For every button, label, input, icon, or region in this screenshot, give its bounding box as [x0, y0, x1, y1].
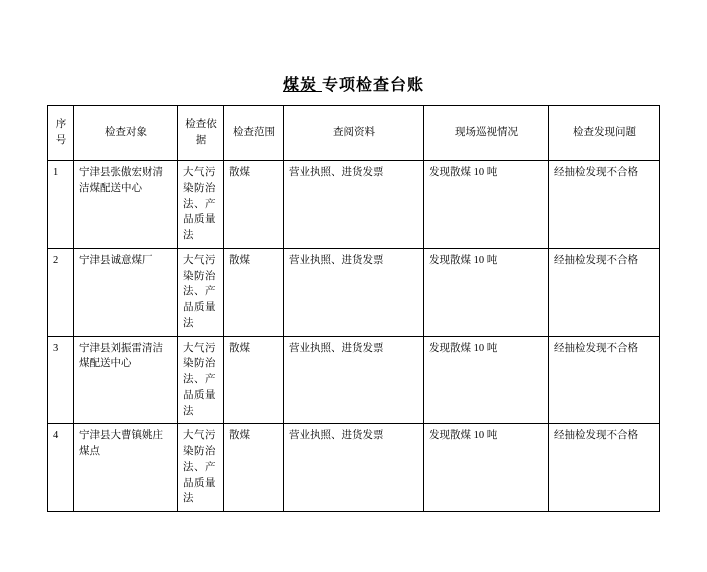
title-subject: 煤炭 [282, 77, 317, 94]
cell-object: 宁津县刘振雷清洁煤配送中心 [74, 336, 178, 424]
cell-basis: 大气污染防治法、产品质量法 [178, 424, 224, 512]
cell-object: 宁津县大曹镇姚庄煤点 [74, 424, 178, 512]
cell-scope: 散煤 [224, 424, 284, 512]
column-header-seq: 序号 [48, 106, 74, 161]
cell-issues: 经抽检发现不合格 [549, 424, 660, 512]
column-header-documents: 查阅资料 [284, 106, 424, 161]
table-header-row [48, 106, 660, 161]
cell-seq: 2 [48, 248, 74, 336]
cell-seq: 4 [48, 424, 74, 512]
table-row [48, 248, 660, 336]
cell-seq: 3 [48, 336, 74, 424]
table-header [48, 106, 660, 161]
cell-issues: 经抽检发现不合格 [549, 248, 660, 336]
cell-site-inspection: 发现散煤 10 吨 [424, 336, 549, 424]
cell-scope: 散煤 [224, 248, 284, 336]
table-row [48, 161, 660, 249]
page-title [0, 72, 707, 95]
cell-object: 宁津县诚意煤厂 [74, 248, 178, 336]
cell-documents: 营业执照、进货发票 [284, 424, 424, 512]
cell-issues: 经抽检发现不合格 [549, 161, 660, 249]
inspection-ledger-table [47, 105, 660, 512]
table-row [48, 336, 660, 424]
column-header-basis: 检查依据 [178, 106, 224, 161]
cell-basis: 大气污染防治法、产品质量法 [178, 336, 224, 424]
table-body [48, 161, 660, 512]
column-header-site-inspection: 现场巡视情况 [424, 106, 549, 161]
document-page [0, 72, 707, 572]
cell-documents: 营业执照、进货发票 [284, 161, 424, 249]
cell-documents: 营业执照、进货发票 [284, 248, 424, 336]
cell-scope: 散煤 [224, 336, 284, 424]
table-row [48, 424, 660, 512]
column-header-object: 检查对象 [74, 106, 178, 161]
cell-site-inspection: 发现散煤 10 吨 [424, 161, 549, 249]
cell-seq: 1 [48, 161, 74, 249]
cell-basis: 大气污染防治法、产品质量法 [178, 161, 224, 249]
cell-documents: 营业执照、进货发票 [284, 336, 424, 424]
cell-object: 宁津县张傲宏财清洁煤配送中心 [74, 161, 178, 249]
column-header-issues: 检查发现问题 [549, 106, 660, 161]
cell-basis: 大气污染防治法、产品质量法 [178, 248, 224, 336]
cell-site-inspection: 发现散煤 10 吨 [424, 248, 549, 336]
column-header-scope: 检查范围 [224, 106, 284, 161]
cell-scope: 散煤 [224, 161, 284, 249]
cell-site-inspection: 发现散煤 10 吨 [424, 424, 549, 512]
cell-issues: 经抽检发现不合格 [549, 336, 660, 424]
title-rest: 专项检查台账 [322, 77, 425, 94]
